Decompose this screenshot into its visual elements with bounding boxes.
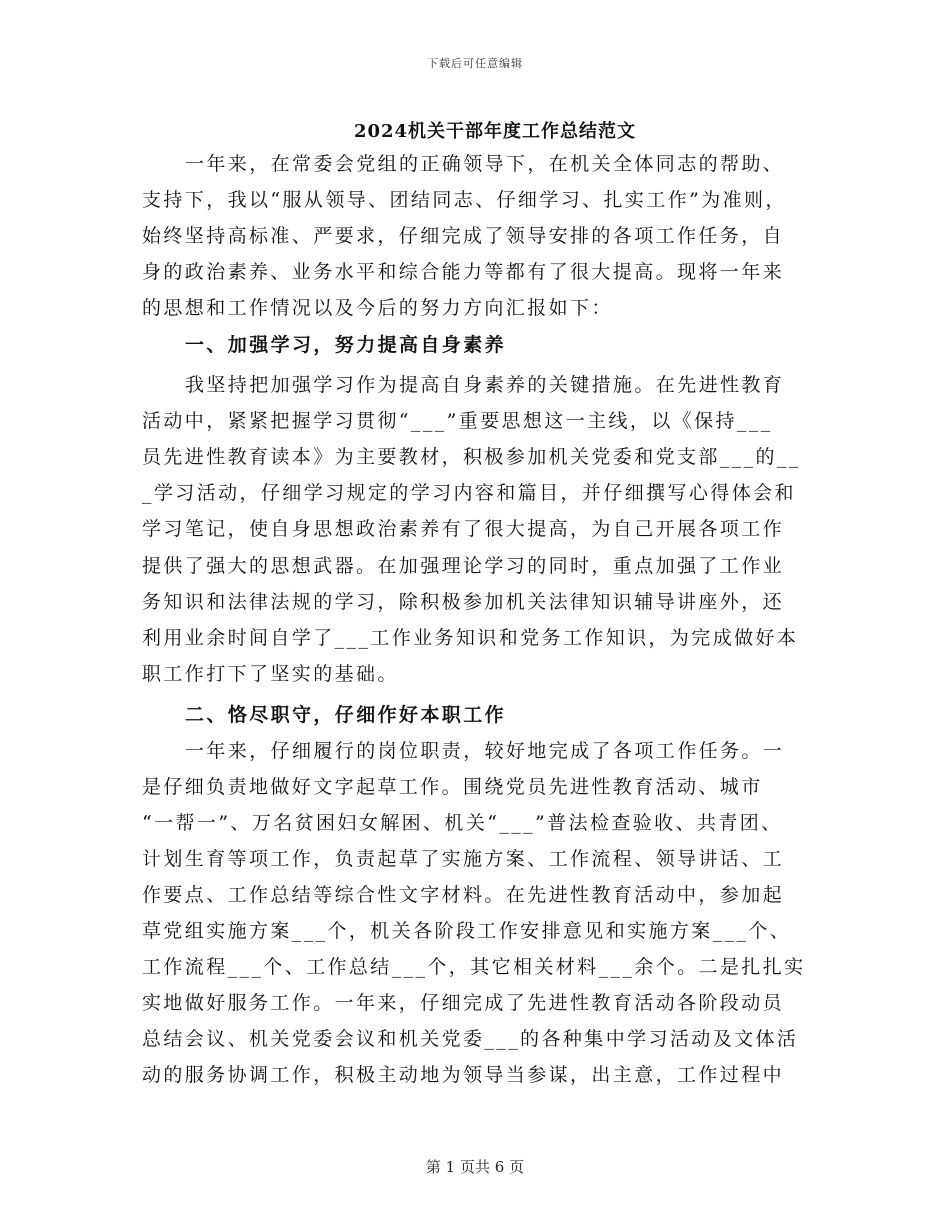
paragraph-line: “一帮一”、万名贫困妇女解困、机关“___”普法检查验收、共青团、 [142, 812, 783, 834]
paragraph-line: 学习笔记，使自身思想政治素养有了很大提高，为自己开展各项工作 [142, 518, 785, 540]
paragraph-line: 支持下，我以“服从领导、团结同志、仔细学习、扎实工作”为准则， [142, 189, 787, 211]
paragraph-line: 工作流程___个、工作总结___个，其它相关材料___余个。二是扎扎实 [142, 956, 806, 978]
paragraph-line: _学习活动，仔细学习规定的学习内容和篇目，并仔细撰写心得体会和 [142, 482, 796, 504]
header-note: 下载后可任意编辑 [427, 57, 523, 70]
paragraph-line: 实地做好服务工作。一年来，仔细完成了先进性教育活动各阶段动员 [142, 992, 785, 1014]
section-heading: 二、恪尽职守，仔细作好本职工作 [185, 704, 507, 726]
paragraph-line: 总结会议、机关党委会议和机关党委___的各种集中学习活动及文体活 [142, 1028, 799, 1050]
paragraph-line: 计划生育等项工作，负责起草了实施方案、工作流程、领导讲话、工 [142, 848, 785, 870]
paragraph-line: 务知识和法律法规的学习，除积极参加机关法律知识辅导讲座外，还 [142, 591, 785, 613]
paragraph-line: 职工作打下了坚实的基础。 [142, 663, 399, 685]
paragraph-line: 的思想和工作情况以及今后的努力方向汇报如下： [142, 297, 613, 319]
paragraph-line: 始终坚持高标准、严要求，仔细完成了领导安排的各项工作任务，自 [142, 225, 785, 247]
paragraph-line: 活动中，紧紧把握学习贯彻“___”重要思想这一主线，以《保持___ [142, 410, 773, 432]
paragraph-line: 身的政治素养、业务水平和综合能力等都有了很大提高。现将一年来 [142, 261, 785, 283]
paragraph-line: 利用业余时间自学了___工作业务知识和党务工作知识，为完成做好本 [142, 627, 799, 649]
paragraph-line: 是仔细负责地做好文字起草工作。围绕党员先进性教育活动、城市 [142, 776, 763, 798]
section-heading: 一、加强学习，努力提高自身素养 [185, 334, 507, 356]
paragraph-line: 动的服务协调工作，积极主动地为领导当参谋，出主意，工作过程中 [142, 1064, 785, 1086]
paragraph-line: 我坚持把加强学习作为提高自身素养的关键措施。在先进性教育 [185, 374, 785, 396]
paragraph-line: 草党组实施方案___个，机关各阶段工作安排意见和实施方案___个、 [142, 920, 792, 942]
page-footer: 第 1 页共 6 页 [425, 1158, 525, 1176]
paragraph-line: 员先进性教育读本》为主要教材，积极参加机关党委和党支部___的__ [142, 446, 801, 468]
paragraph-line: 一年来，仔细履行的岗位职责，较好地完成了各项工作任务。一 [185, 740, 785, 762]
paragraph-line: 作要点、工作总结等综合性文字材料。在先进性教育活动中，参加起 [142, 884, 785, 906]
paragraph-line: 提供了强大的思想武器。在加强理论学习的同时，重点加强了工作业 [142, 555, 785, 577]
document-title: 2024机关干部年度工作总结范文 [353, 121, 637, 142]
paragraph-line: 一年来，在常委会党组的正确领导下，在机关全体同志的帮助、 [185, 153, 785, 175]
